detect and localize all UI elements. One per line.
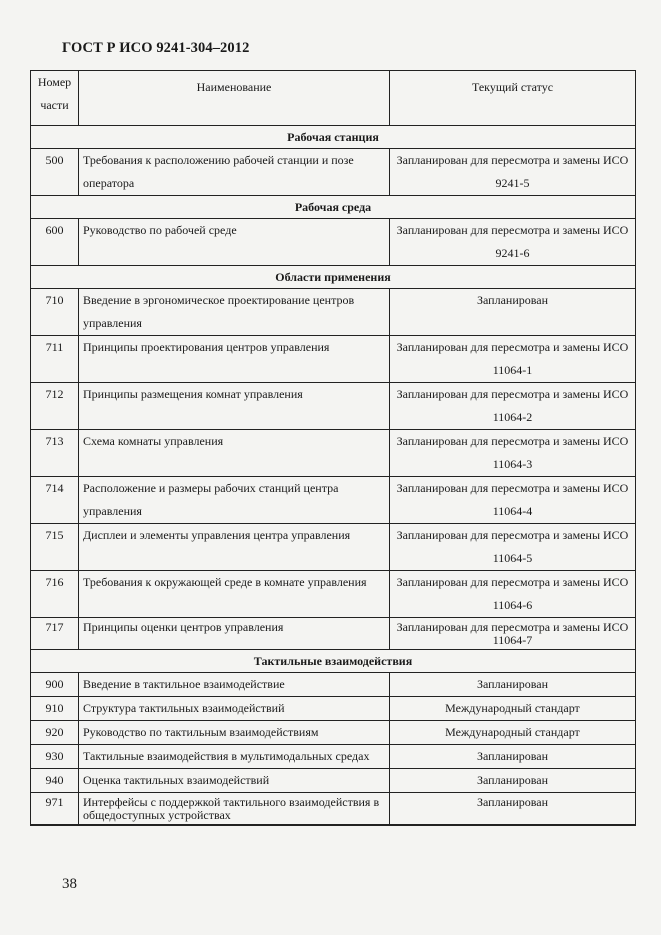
part-status: Запланирован bbox=[390, 769, 636, 793]
part-number: 600 bbox=[31, 219, 79, 266]
section-title: Области применения bbox=[31, 266, 636, 289]
part-status: Запланирован для пересмотра и замены ИСО 11064-6 bbox=[390, 571, 636, 618]
table-row bbox=[31, 149, 636, 196]
table-row bbox=[31, 673, 636, 697]
section-row bbox=[31, 266, 636, 289]
part-status: Запланирован bbox=[390, 745, 636, 769]
part-status: Запланирован для пересмотра и замены ИСО 11064-2 bbox=[390, 383, 636, 430]
part-status: Запланирован для пересмотра и замены ИСО 11064-4 bbox=[390, 477, 636, 524]
part-name: Структура тактильных взаимодействий bbox=[79, 697, 390, 721]
document-title: ГОСТ Р ИСО 9241-304–2012 bbox=[62, 40, 250, 56]
part-number: 910 bbox=[31, 697, 79, 721]
part-status: Запланирован bbox=[390, 673, 636, 697]
part-number: 710 bbox=[31, 289, 79, 336]
part-status: Международный стандарт bbox=[390, 697, 636, 721]
table-row bbox=[31, 697, 636, 721]
part-name: Руководство по рабочей среде bbox=[79, 219, 390, 266]
table-row bbox=[31, 721, 636, 745]
part-number: 971 bbox=[31, 793, 79, 826]
page-number: 38 bbox=[62, 876, 77, 892]
part-number: 712 bbox=[31, 383, 79, 430]
part-name: Требования к расположению рабочей станции и позе оператора bbox=[79, 149, 390, 196]
part-status: Запланирован для пересмотра и замены ИСО 11064-5 bbox=[390, 524, 636, 571]
section-title: Рабочая станция bbox=[31, 126, 636, 149]
part-name: Требования к окружающей среде в комнате управления bbox=[79, 571, 390, 618]
section-title: Рабочая среда bbox=[31, 196, 636, 219]
part-status: Запланирован bbox=[390, 793, 636, 826]
table-row bbox=[31, 793, 636, 826]
part-status: Запланирован bbox=[390, 289, 636, 336]
table-row bbox=[31, 524, 636, 571]
table-header-row bbox=[31, 71, 636, 126]
table-row bbox=[31, 618, 636, 650]
part-name: Дисплеи и элементы управления центра управления bbox=[79, 524, 390, 571]
section-title: Тактильные взаимодействия bbox=[31, 650, 636, 673]
part-name: Оценка тактильных взаимодействий bbox=[79, 769, 390, 793]
part-number: 715 bbox=[31, 524, 79, 571]
part-status: Запланирован для пересмотра и замены ИСО 11064-1 bbox=[390, 336, 636, 383]
table-row bbox=[31, 383, 636, 430]
table-row bbox=[31, 571, 636, 618]
section-row bbox=[31, 126, 636, 149]
table-row bbox=[31, 477, 636, 524]
part-name: Расположение и размеры рабочих станций центра управления bbox=[79, 477, 390, 524]
part-number: 900 bbox=[31, 673, 79, 697]
column-header-name: Наименование bbox=[79, 71, 390, 126]
part-name: Введение в тактильное взаимодействие bbox=[79, 673, 390, 697]
table-row bbox=[31, 336, 636, 383]
part-name: Введение в эргономическое проектирование центров управления bbox=[79, 289, 390, 336]
column-header-number: Номер части bbox=[31, 71, 79, 126]
part-name: Интерфейсы с поддержкой тактильного взаимодействия в общедоступных устройствах bbox=[79, 793, 390, 826]
part-name: Тактильные взаимодействия в мультимодальных средах bbox=[79, 745, 390, 769]
part-number: 930 bbox=[31, 745, 79, 769]
part-number: 716 bbox=[31, 571, 79, 618]
part-number: 717 bbox=[31, 618, 79, 650]
part-name: Принципы размещения комнат управления bbox=[79, 383, 390, 430]
parts-table bbox=[30, 70, 636, 826]
table-row bbox=[31, 769, 636, 793]
part-status: Международный стандарт bbox=[390, 721, 636, 745]
part-name: Принципы оценки центров управления bbox=[79, 618, 390, 650]
part-number: 714 bbox=[31, 477, 79, 524]
part-name: Руководство по тактильным взаимодействиям bbox=[79, 721, 390, 745]
table-row bbox=[31, 219, 636, 266]
table-row bbox=[31, 745, 636, 769]
table-row bbox=[31, 289, 636, 336]
part-status: Запланирован для пересмотра и замены ИСО 11064-7 bbox=[390, 618, 636, 650]
column-header-status: Текущий статус bbox=[390, 71, 636, 126]
part-status: Запланирован для пересмотра и замены ИСО 11064-3 bbox=[390, 430, 636, 477]
part-status: Запланирован для пересмотра и замены ИСО 9241-6 bbox=[390, 219, 636, 266]
section-row bbox=[31, 650, 636, 673]
part-number: 713 bbox=[31, 430, 79, 477]
part-status: Запланирован для пересмотра и замены ИСО 9241-5 bbox=[390, 149, 636, 196]
part-number: 940 bbox=[31, 769, 79, 793]
section-row bbox=[31, 196, 636, 219]
part-name: Принципы проектирования центров управления bbox=[79, 336, 390, 383]
table-row bbox=[31, 430, 636, 477]
part-number: 500 bbox=[31, 149, 79, 196]
part-number: 711 bbox=[31, 336, 79, 383]
part-number: 920 bbox=[31, 721, 79, 745]
part-name: Схема комнаты управления bbox=[79, 430, 390, 477]
